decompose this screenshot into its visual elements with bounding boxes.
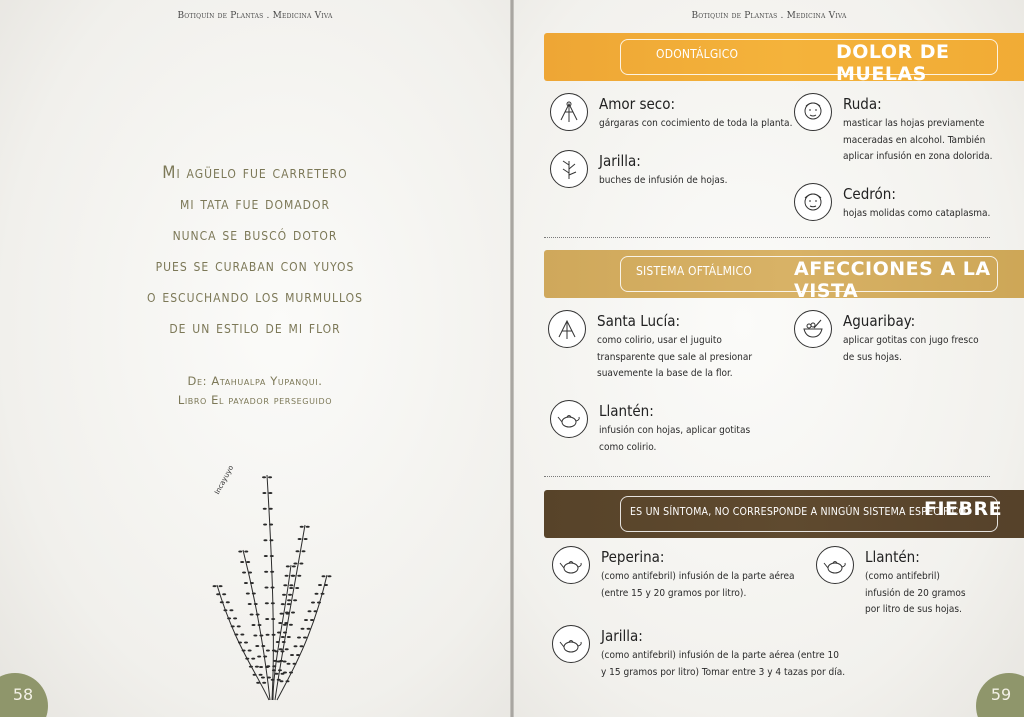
remedy-description: aplicar gotitas con jugo fresco (843, 335, 979, 346)
leaf-mark (262, 682, 266, 684)
amor-seco-icon (550, 93, 588, 131)
leaf-mark (256, 614, 260, 616)
banner-subtitle: SISTEMA OFTÁLMICO (636, 264, 752, 278)
leaf-mark (262, 476, 266, 478)
leaf-mark (283, 624, 287, 626)
leaf-mark (315, 593, 319, 595)
leaf-mark (270, 571, 274, 573)
remedy-description: suavemente la base de la flor. (597, 368, 733, 379)
page-number-right: 59 (990, 685, 1012, 704)
leaf-mark (263, 656, 267, 658)
remedy-description: buches de infusión de hojas. (599, 175, 728, 186)
leaf-mark (278, 622, 282, 624)
page-number-badge-right (976, 673, 1024, 717)
remedy-description: como colirio. (599, 441, 657, 453)
remedy-description: infusión con hojas, aplicar gotitas (599, 425, 751, 436)
leaf-mark (287, 603, 291, 605)
leaf-mark (272, 665, 276, 667)
leaf-mark (289, 584, 293, 586)
running-head-right: Botiquín de Plantas . Medicina Viva (691, 11, 847, 21)
right-page (514, 0, 1024, 717)
leaf-mark (242, 650, 246, 652)
leaf-mark (282, 594, 286, 596)
leaf-mark (310, 619, 314, 621)
leaf-mark (291, 612, 295, 614)
leaf-mark (296, 550, 300, 552)
teapot-icon (552, 546, 590, 584)
poem-attribution (0, 372, 510, 410)
leaf-mark (259, 666, 263, 668)
leaf-mark (263, 508, 267, 510)
leaf-mark (233, 617, 237, 619)
poem (0, 158, 510, 344)
leaf-mark (261, 677, 265, 679)
leaf-mark (303, 637, 307, 639)
leaf-mark (285, 575, 289, 577)
leaf-mark (222, 593, 226, 595)
leaf-mark (283, 632, 287, 634)
leaf-mark (238, 551, 242, 553)
leaf-mark (271, 587, 275, 589)
leaf-mark (289, 624, 293, 626)
leaf-mark (307, 628, 311, 630)
leaf-mark (251, 658, 255, 660)
leaf-mark (324, 584, 328, 586)
leaf-mark (246, 593, 250, 595)
leaf-mark (219, 585, 223, 587)
leaf-mark (314, 610, 318, 612)
leaf-mark (284, 622, 288, 624)
leaf-mark (272, 669, 276, 671)
leaf-mark (246, 561, 250, 563)
leaf-mark (321, 593, 325, 595)
leaf-mark (299, 563, 303, 565)
leaf-mark (304, 538, 308, 540)
remedy-description: maceradas en alcohol. También (843, 134, 986, 146)
leaf-mark (259, 674, 263, 676)
remedy-name: Cedrón: (843, 185, 896, 203)
leaf-mark (322, 575, 326, 577)
leaf-mark (256, 682, 260, 684)
attribution-source: Libro El payador perseguido (177, 393, 333, 407)
remedy-description: aplicar infusión en zona dolorida. (843, 151, 993, 162)
leaf-mark (289, 587, 293, 589)
leaf-mark (278, 669, 282, 671)
leaf-mark (276, 641, 280, 643)
remedy-name: Aguaribay: (843, 312, 916, 330)
leaf-mark (268, 492, 272, 494)
poem-line: o escuchando los murmullos (147, 287, 363, 307)
leaf-mark (306, 526, 310, 528)
remedy-description: transparente que sale al presionar (597, 351, 753, 363)
ruda-icon (794, 93, 832, 131)
cedron-icon (794, 183, 832, 221)
leaf-mark (242, 572, 246, 574)
leaf-mark (220, 601, 224, 603)
leaf-mark (269, 524, 273, 526)
remedy-name: Santa Lucía: (597, 312, 681, 330)
remedy-description: masticar las hojas previamente (843, 118, 985, 129)
remedy-description: (como antifebril) infusión de la parte aérea (601, 571, 795, 582)
poem-line: nunca se buscó dotor (172, 225, 338, 245)
leaf-mark (287, 636, 291, 638)
section-divider (544, 237, 990, 238)
banner-title: DOLOR DE MUELAS (836, 41, 950, 85)
leaf-mark (244, 642, 248, 644)
remedy-name: Peperina: (601, 548, 665, 566)
leaf-mark (262, 492, 266, 494)
leaf-mark (283, 584, 287, 586)
poem-line: de un estilo de mi flor (169, 318, 341, 338)
leaf-mark (248, 650, 252, 652)
leaf-mark (297, 637, 301, 639)
leaf-mark (292, 565, 296, 567)
remedy-description: por litro de sus hojas. (865, 604, 962, 615)
leaf-mark (238, 642, 242, 644)
leaf-mark (271, 679, 275, 681)
leaf-mark (223, 609, 227, 611)
leaf-mark (273, 660, 277, 662)
left-page (0, 0, 510, 717)
leaf-mark (252, 593, 256, 595)
leaf-mark (289, 672, 293, 674)
leaf-mark (271, 618, 275, 620)
remedy-description: (como antifebril) (865, 571, 940, 582)
leaf-mark (249, 666, 253, 668)
leaf-mark (286, 565, 290, 567)
leaf-mark (282, 641, 286, 643)
banner-subtitle: ES UN SÍNTOMA, NO CORRESPONDE A NINGÚN SISTEMA ESPECÍFICO (630, 506, 967, 518)
teapot-icon (816, 546, 854, 584)
banner-title: FIEBRE (924, 498, 1003, 520)
remedy-name: Amor seco: (599, 95, 676, 113)
poem-line: pues se curaban con yuyos (155, 256, 355, 276)
banner-afecciones-a-la-vista (544, 250, 1024, 302)
leaf-mark (237, 625, 241, 627)
leaf-mark (263, 539, 267, 541)
leaf-mark (248, 603, 252, 605)
leaf-mark (285, 648, 289, 650)
leaf-mark (280, 613, 284, 615)
leaf-mark (263, 524, 267, 526)
leaf-mark (257, 656, 261, 658)
teapot-icon (552, 625, 590, 663)
leaf-mark (234, 633, 238, 635)
remedy-description: y 15 gramos por litro) Tomar entre 3 y 4 tazas por día. (601, 666, 846, 678)
leaf-mark (254, 603, 258, 605)
leaf-mark (277, 632, 281, 634)
leaf-mark (297, 575, 301, 577)
leaf-mark (266, 650, 270, 652)
leaf-mark (291, 575, 295, 577)
leaf-mark (265, 602, 269, 604)
leaf-mark (231, 625, 235, 627)
leaf-mark (226, 601, 230, 603)
section-divider (544, 476, 990, 477)
leaf-mark (264, 571, 268, 573)
leaf-mark (281, 603, 285, 605)
leaf-mark (328, 575, 332, 577)
leaf-mark (265, 618, 269, 620)
remedy-name: Jarilla: (601, 627, 643, 645)
leaf-mark (302, 550, 306, 552)
leaf-mark (267, 677, 271, 679)
poem-line: mi tata fue domador (180, 194, 330, 214)
leaf-mark (259, 635, 263, 637)
leaf-mark (286, 613, 290, 615)
leaf-mark (264, 555, 268, 557)
leaf-mark (295, 587, 299, 589)
leaf-mark (304, 619, 308, 621)
leaf-mark (216, 593, 220, 595)
leaf-mark (274, 650, 278, 652)
leaf-mark (245, 658, 249, 660)
leaf-mark (317, 602, 321, 604)
leaf-mark (266, 634, 270, 636)
leaf-mark (287, 599, 291, 601)
leaf-mark (255, 645, 259, 647)
running-head-left: Botiquín de Plantas . Medicina Viva (177, 11, 333, 21)
leaf-mark (244, 551, 248, 553)
leaf-mark (318, 584, 322, 586)
remedy-description: gárgaras con cocimiento de toda la planta. (599, 118, 793, 129)
santa-lucia-icon (548, 310, 586, 348)
leaf-mark (261, 645, 265, 647)
leaf-mark (311, 602, 315, 604)
remedy-name: Jarilla: (599, 152, 641, 170)
remedy-name: Llantén: (865, 548, 920, 566)
leaf-mark (266, 665, 270, 667)
leaf-mark (294, 645, 298, 647)
leaf-mark (248, 572, 252, 574)
incayuyo-illustration (195, 455, 345, 705)
page-number-badge-left (0, 673, 48, 717)
leaf-mark (293, 663, 297, 665)
banner-dolor-de-muelas (544, 33, 1024, 85)
leaf-mark (250, 614, 254, 616)
leaf-mark (281, 636, 285, 638)
leaf-mark (250, 582, 254, 584)
leaf-mark (293, 563, 297, 565)
leaf-mark (279, 648, 283, 650)
leaf-mark (283, 672, 287, 674)
leaf-mark (269, 508, 273, 510)
leaf-mark (300, 526, 304, 528)
leaf-mark (271, 602, 275, 604)
leaf-mark (269, 539, 273, 541)
poem-line: Mi agüelo fue carretero (162, 163, 348, 183)
leaf-mark (229, 609, 233, 611)
leaf-mark (268, 476, 272, 478)
leaf-mark (244, 582, 248, 584)
leaf-mark (286, 680, 290, 682)
banner-subtitle: ODONTÁLGICO (656, 47, 739, 61)
leaf-mark (227, 617, 231, 619)
leaf-mark (253, 635, 257, 637)
leaf-mark (308, 610, 312, 612)
banner-fiebre (544, 490, 1024, 538)
attribution-author: De: Atahualpa Yupanqui. (187, 374, 323, 388)
remedy-description: hojas molidas como cataplasma. (843, 208, 991, 219)
leaf-mark (280, 680, 284, 682)
remedy-name: Ruda: (843, 95, 882, 113)
remedy-description: (como antifebril) infusión de la parte aérea (entre 10 (601, 650, 839, 661)
leaf-mark (275, 673, 279, 675)
remedy-description: de sus hojas. (843, 351, 902, 363)
leaf-mark (288, 594, 292, 596)
leaf-mark (301, 628, 305, 630)
leaf-mark (290, 654, 294, 656)
leaf-mark (252, 624, 256, 626)
leaf-mark (279, 660, 283, 662)
remedy-description: como colirio, usar el juguito (597, 335, 722, 346)
leaf-mark (240, 561, 244, 563)
leaf-mark (240, 633, 244, 635)
leaf-mark (300, 645, 304, 647)
remedy-description: infusión de 20 gramos (865, 587, 966, 599)
teapot-icon (550, 400, 588, 438)
leaf-mark (265, 587, 269, 589)
leaf-mark (213, 585, 217, 587)
leaf-mark (277, 679, 281, 681)
leaf-mark (298, 538, 302, 540)
illustration-label: Incayuyo (213, 464, 236, 496)
leaf-mark (296, 654, 300, 656)
banner-title: AFECCIONES A LA VISTA (794, 258, 991, 302)
jarilla-icon (550, 150, 588, 188)
leaf-mark (270, 555, 274, 557)
page-number-left: 58 (12, 685, 34, 704)
leaf-mark (272, 634, 276, 636)
leaf-mark (253, 674, 257, 676)
leaf-mark (255, 666, 259, 668)
leaf-mark (280, 650, 284, 652)
remedy-description: (entre 15 y 20 gramos por litro). (601, 587, 747, 599)
leaf-mark (258, 624, 262, 626)
remedy-name: Llantén: (599, 402, 654, 420)
leaf-mark (293, 599, 297, 601)
leaf-mark (287, 663, 291, 665)
mortar-icon (794, 310, 832, 348)
